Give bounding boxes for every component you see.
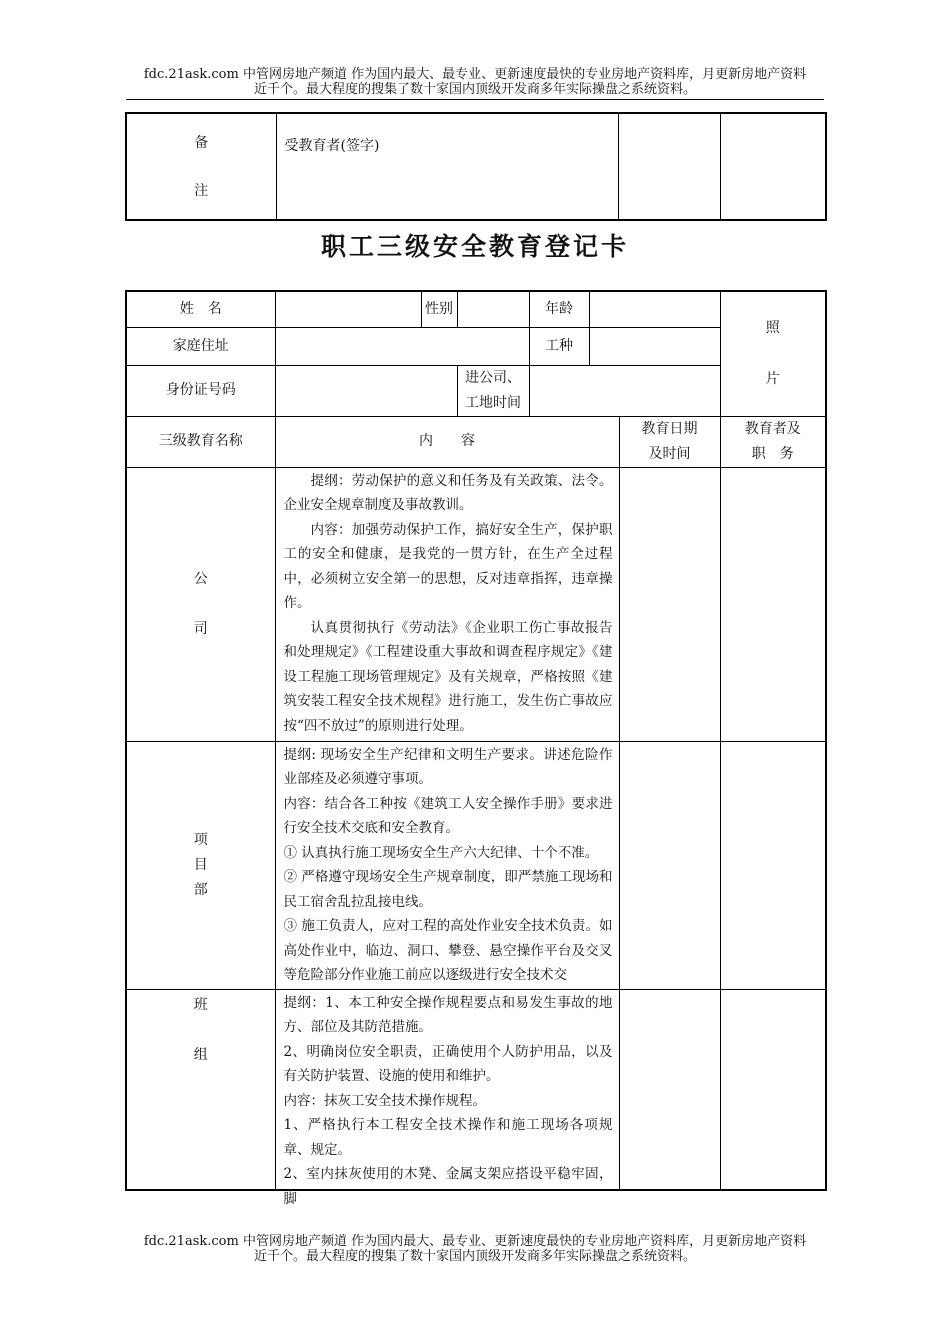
column-header-education-name: 三级教育名称 (126, 416, 275, 467)
remarks-table (125, 112, 827, 221)
address-label: 家庭住址 (126, 327, 275, 365)
entry-time-label-line-1: 进公司、 (465, 369, 521, 386)
content-paragraph: 内容：抹灰工安全技术操作规程。 (283, 1092, 486, 1109)
signature-label: 受教育者(签字) (284, 138, 380, 154)
content-paragraph: 内容：加强劳动保护工作，搞好安全生产，保护职工的安全和健康，是我党的一贯方针，在生产全过程中，必须树立安全第一的思想，反对违章指挥，违章操作。 (283, 521, 613, 611)
section-label-project (126, 741, 275, 989)
column-header-date (619, 416, 720, 467)
content-paragraph: 提纲：劳动保护的意义和任务及有关政策、法令。企业安全规章制度及事故教训。 (283, 472, 613, 513)
remarks-label-cell (126, 113, 276, 220)
photo-label-char-1: 照 (765, 319, 780, 336)
remarks-blank-cell-1[interactable] (618, 113, 720, 220)
name-field[interactable] (275, 291, 421, 327)
section-row-project (126, 741, 826, 989)
educator-field-team[interactable] (720, 989, 826, 1190)
trade-field[interactable] (589, 327, 720, 365)
section-row-company (126, 467, 826, 741)
content-paragraph: ② 严格遵守现场安全生产规章制度，即严禁施工现场和民工宿舍乱拉乱接电线。 (283, 869, 613, 910)
registration-form (125, 290, 827, 1207)
photo-cell[interactable] (720, 291, 826, 416)
footer-line-1: fdc.21ask.com 中管网房地产频道 作为国内最大、最专业、更新速度最快的专业房地产资料库，月更新房地产资料 (143, 1234, 807, 1249)
header-divider (126, 99, 824, 100)
column-header-content: 内 容 (275, 416, 619, 467)
header-line-1: fdc.21ask.com 中管网房地产频道 作为国内最大、最专业、更新速度最快的专业房地产资料库，月更新房地产资料 (143, 67, 807, 82)
section-label-project-char-1: 项 (193, 831, 208, 848)
content-paragraph: ③ 施工负责人，应对工程的高处作业安全技术负责。如高处作业中，临边、洞口、攀登、悬空操作平台及交叉等危险部分作业施工前应以逐级进行安全技术交 (283, 918, 613, 983)
gender-label: 性别 (421, 291, 457, 327)
age-label: 年龄 (529, 291, 589, 327)
name-label: 姓 名 (126, 291, 275, 327)
address-field[interactable] (275, 327, 529, 365)
remarks-label-char-2: 注 (194, 182, 209, 199)
section-label-company-char-1: 公 (193, 570, 208, 587)
signature-cell[interactable] (276, 113, 618, 220)
page-title: 职工三级安全教育登记卡 (320, 232, 629, 261)
content-paragraph: 1、严格执行本工程安全技术操作和施工现场各项规章、规定。 (283, 1117, 613, 1158)
column-header-educator-line-1: 教育者及 (744, 420, 801, 437)
section-label-project-char-2: 目 (193, 856, 208, 873)
educator-field-project[interactable] (720, 741, 826, 989)
section-label-project-char-3: 部 (193, 881, 208, 898)
section-content-team (275, 989, 619, 1207)
content-paragraph: 2、室内抹灰使用的木凳、金属支架应搭设平稳牢固，脚 (283, 1166, 613, 1207)
content-paragraph: 内容：结合各工种按《建筑工人安全操作手册》要求进行安全技术交底和安全教育。 (283, 795, 613, 836)
education-date-field-team[interactable] (619, 989, 720, 1190)
column-header-date-line-1: 教育日期 (641, 420, 698, 437)
education-date-field-project[interactable] (619, 741, 720, 989)
section-label-team-char-1: 班 (193, 996, 208, 1013)
column-header-date-line-2: 及时间 (648, 445, 691, 462)
remarks-label-char-1: 备 (194, 134, 209, 151)
educator-field-company[interactable] (720, 467, 826, 741)
section-label-company-char-2: 司 (193, 620, 208, 637)
section-label-company (126, 467, 275, 741)
section-content-company (275, 467, 619, 741)
content-paragraph: 2、明确岗位安全职责，正确使用个人防护用品，以及有关防护装置、设施的使用和维护。 (283, 1043, 613, 1084)
header-line-2: 近千个。最大程度的搜集了数十家国内顶级开发商多年实际操盘之系统资料。 (253, 82, 696, 97)
trade-label: 工种 (529, 327, 589, 365)
footer-line-2: 近千个。最大程度的搜集了数十家国内顶级开发商多年实际操盘之系统资料。 (253, 1249, 696, 1264)
page-header (126, 67, 824, 97)
gender-field[interactable] (457, 291, 529, 327)
column-header-educator (720, 416, 826, 467)
section-row-team (126, 989, 826, 1190)
id-number-field[interactable] (275, 365, 457, 416)
entry-time-label-line-2: 工地时间 (465, 394, 521, 411)
section-label-team-char-2: 组 (193, 1046, 208, 1063)
section-content-project (275, 741, 619, 989)
column-header-educator-line-2: 职 务 (751, 445, 794, 462)
section-label-team (126, 989, 275, 1190)
entry-time-label (457, 365, 529, 416)
remarks-blank-cell-2[interactable] (720, 113, 826, 220)
content-paragraph: 提纲: 现场安全生产纪律和文明生产要求。讲述危险作业部痊及必须遵守事项。 (283, 746, 613, 787)
content-paragraph: 提纲：1、本工种安全操作规程要点和易发生事故的地方、部位及其防范措施。 (283, 994, 613, 1035)
page-footer (126, 1234, 824, 1264)
photo-label-char-2: 片 (765, 370, 780, 387)
id-number-label: 身份证号码 (126, 365, 275, 416)
age-field[interactable] (589, 291, 720, 327)
entry-time-field[interactable] (529, 365, 720, 416)
content-paragraph: ① 认真执行施工现场安全生产六大纪律、十个不准。 (283, 844, 599, 861)
education-date-field-company[interactable] (619, 467, 720, 741)
content-paragraph: 认真贯彻执行《劳动法》《企业职工伤亡事故报告和处理规定》《工程建设重大事故和调查程序规定》《建设工程施工现场管理规定》及有关规章，严格按照《建筑安装工程安全技术规程》进行施工，发生伤亡事故应按“四不放过”的原则进行处理。 (283, 619, 613, 734)
